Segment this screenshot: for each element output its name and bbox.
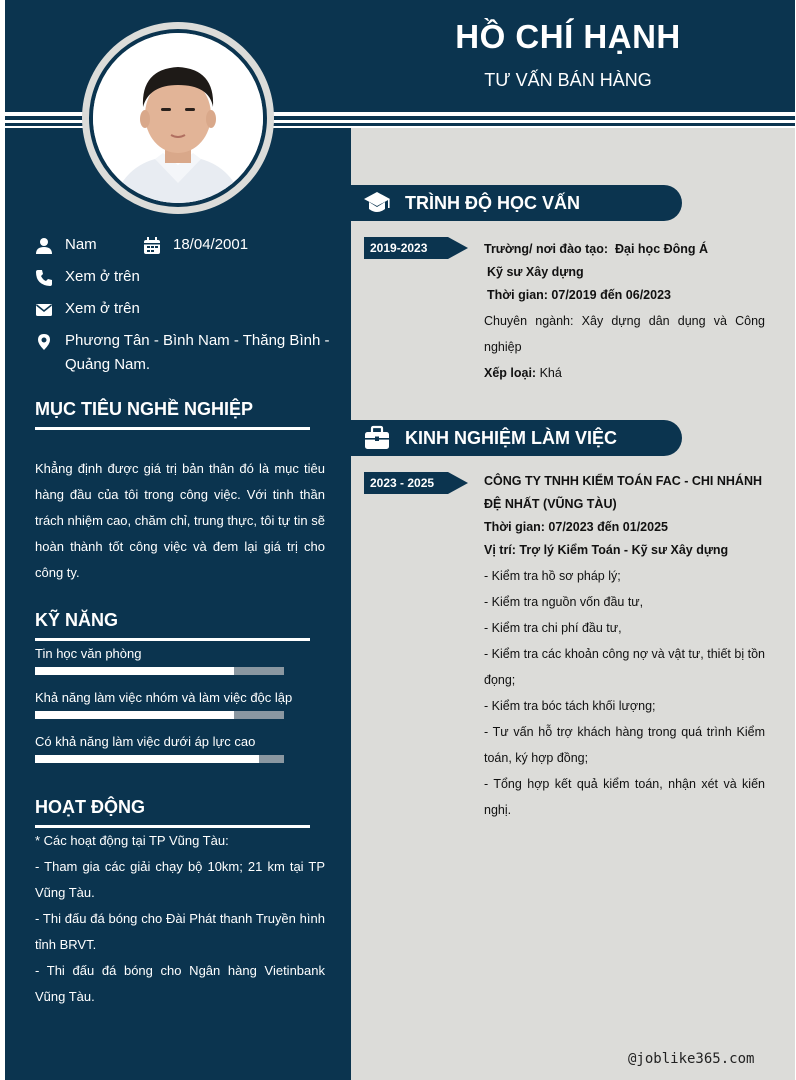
school-label: Trường/ nơi đào tạo: <box>484 242 609 256</box>
duty-item: - Kiểm tra bóc tách khối lượng; <box>484 699 656 713</box>
activities-title: HOẠT ĐỘNG <box>35 797 145 817</box>
duty-item: - Kiểm tra các khoản công nợ và vật tư, thiết bị tồn đọng; <box>484 647 765 687</box>
skill-bar <box>35 755 284 763</box>
candidate-name: HỒ CHÍ HẠNH <box>455 18 681 55</box>
section-underline <box>35 427 310 430</box>
activity-item: - Thi đấu đá bóng cho Ngân hàng Vietinbank Vũng Tàu. <box>35 963 325 1004</box>
contact-email <box>35 300 140 321</box>
rank-label: Xếp loại: <box>484 366 537 380</box>
activity-item: * Các hoạt động tại TP Vũng Tàu: <box>35 833 229 848</box>
education-period: 2019-2023 <box>370 241 428 255</box>
experience-period-tag <box>364 472 468 494</box>
duty-item: - Tư vấn hỗ trợ khách hàng trong quá trình Kiểm toán, ký hợp đồng; <box>484 725 765 765</box>
duty-list <box>484 563 765 823</box>
objective-title: MỤC TIÊU NGHỀ NGHIỆP <box>35 399 254 419</box>
objective-text: Khẳng định được giá trị bản thân đó là mục tiêu hàng đầu của tôi trong công việc. Với tinh thần trách nhiệm cao, chăm chỉ, trung thực, tôi tự tin sẽ hoàn thành tốt công việc và đem lại giá trị cho công ty. <box>35 461 325 580</box>
activity-item: - Tham gia các giải chạy bộ 10km; 21 km tại TP Vũng Tàu. <box>35 859 325 900</box>
rank-value: Khá <box>539 366 562 380</box>
address-text <box>65 329 329 377</box>
skill-bar-fill <box>35 711 234 719</box>
profile-photo <box>93 33 263 203</box>
watermark: @joblike365.com <box>628 1051 755 1067</box>
company-name: CÔNG TY TNHH KIỂM TOÁN FAC - CHI NHÁNH ĐỆ NHẤT (VŨNG TÀU) <box>484 474 763 511</box>
education-time: Thời gian: 07/2019 đến 06/2023 <box>487 288 671 302</box>
avatar <box>93 33 263 203</box>
duty-item: - Kiểm tra hồ sơ pháp lý; <box>484 569 621 583</box>
skill-bar-fill <box>35 667 234 675</box>
person-icon <box>35 237 53 255</box>
school-name: Đại học Đông Á <box>615 242 709 256</box>
skill-bar-fill <box>35 755 259 763</box>
address-line: Quảng Nam. <box>65 356 151 373</box>
section-underline <box>35 638 310 641</box>
experience-position: Vị trí: Trợ lý Kiểm Toán - Kỹ sư Xây dựng <box>484 543 729 557</box>
activity-item: - Thi đấu đá bóng cho Đài Phát thanh Truyền hình tỉnh BRVT. <box>35 911 325 952</box>
experience-title: KINH NGHIỆM LÀM VIỆC <box>405 428 618 448</box>
skills-title: KỸ NĂNG <box>35 610 119 630</box>
experience-period: 2023 - 2025 <box>370 476 435 490</box>
experience-entry <box>484 470 765 823</box>
location-pin-icon <box>35 333 53 351</box>
experience-header <box>351 420 682 456</box>
contact-gender <box>35 236 97 257</box>
address-line: Phương Tân - Bình Nam - Thăng Bình - <box>65 332 330 349</box>
contact-address <box>35 332 329 377</box>
education-title: TRÌNH ĐỘ HỌC VẤN <box>405 193 580 213</box>
duty-item: - Kiểm tra nguồn vốn đầu tư, <box>484 595 644 609</box>
duty-item: - Kiểm tra chi phí đầu tư, <box>484 621 622 635</box>
email-icon <box>35 301 53 319</box>
calendar-icon <box>143 237 161 255</box>
skill-name: Khả năng làm việc nhóm và làm việc độc lập <box>35 690 293 705</box>
education-rank <box>484 360 765 386</box>
duty-item: - Tổng hợp kết quả kiểm toán, nhận xét và kiến nghị. <box>484 777 765 817</box>
education-entry <box>484 236 765 386</box>
skill-bar <box>35 711 284 719</box>
education-period-tag <box>364 237 468 259</box>
contact-birthday <box>143 236 248 257</box>
graduation-cap-icon <box>363 190 391 216</box>
phone-icon <box>35 269 53 287</box>
education-header <box>351 185 682 221</box>
activities-list <box>35 828 325 1010</box>
education-major: Chuyên ngành: Xây dựng dân dụng và Công nghiệp <box>484 314 765 354</box>
experience-time: Thời gian: 07/2023 đến 01/2025 <box>484 520 668 534</box>
gender-text: Nam <box>65 236 97 253</box>
contact-phone <box>35 268 140 289</box>
skill-name: Tin học văn phòng <box>35 646 142 661</box>
skill-bar <box>35 667 284 675</box>
briefcase-icon <box>363 425 391 451</box>
phone-text: Xem ở trên <box>65 268 140 285</box>
skill-name: Có khả năng làm việc dưới áp lực cao <box>35 734 256 749</box>
school-line <box>484 236 765 262</box>
degree: Kỹ sư Xây dựng <box>487 265 584 279</box>
email-text: Xem ở trên <box>65 300 140 317</box>
birthday-text: 18/04/2001 <box>173 236 249 253</box>
job-title: TƯ VẤN BÁN HÀNG <box>484 70 652 90</box>
